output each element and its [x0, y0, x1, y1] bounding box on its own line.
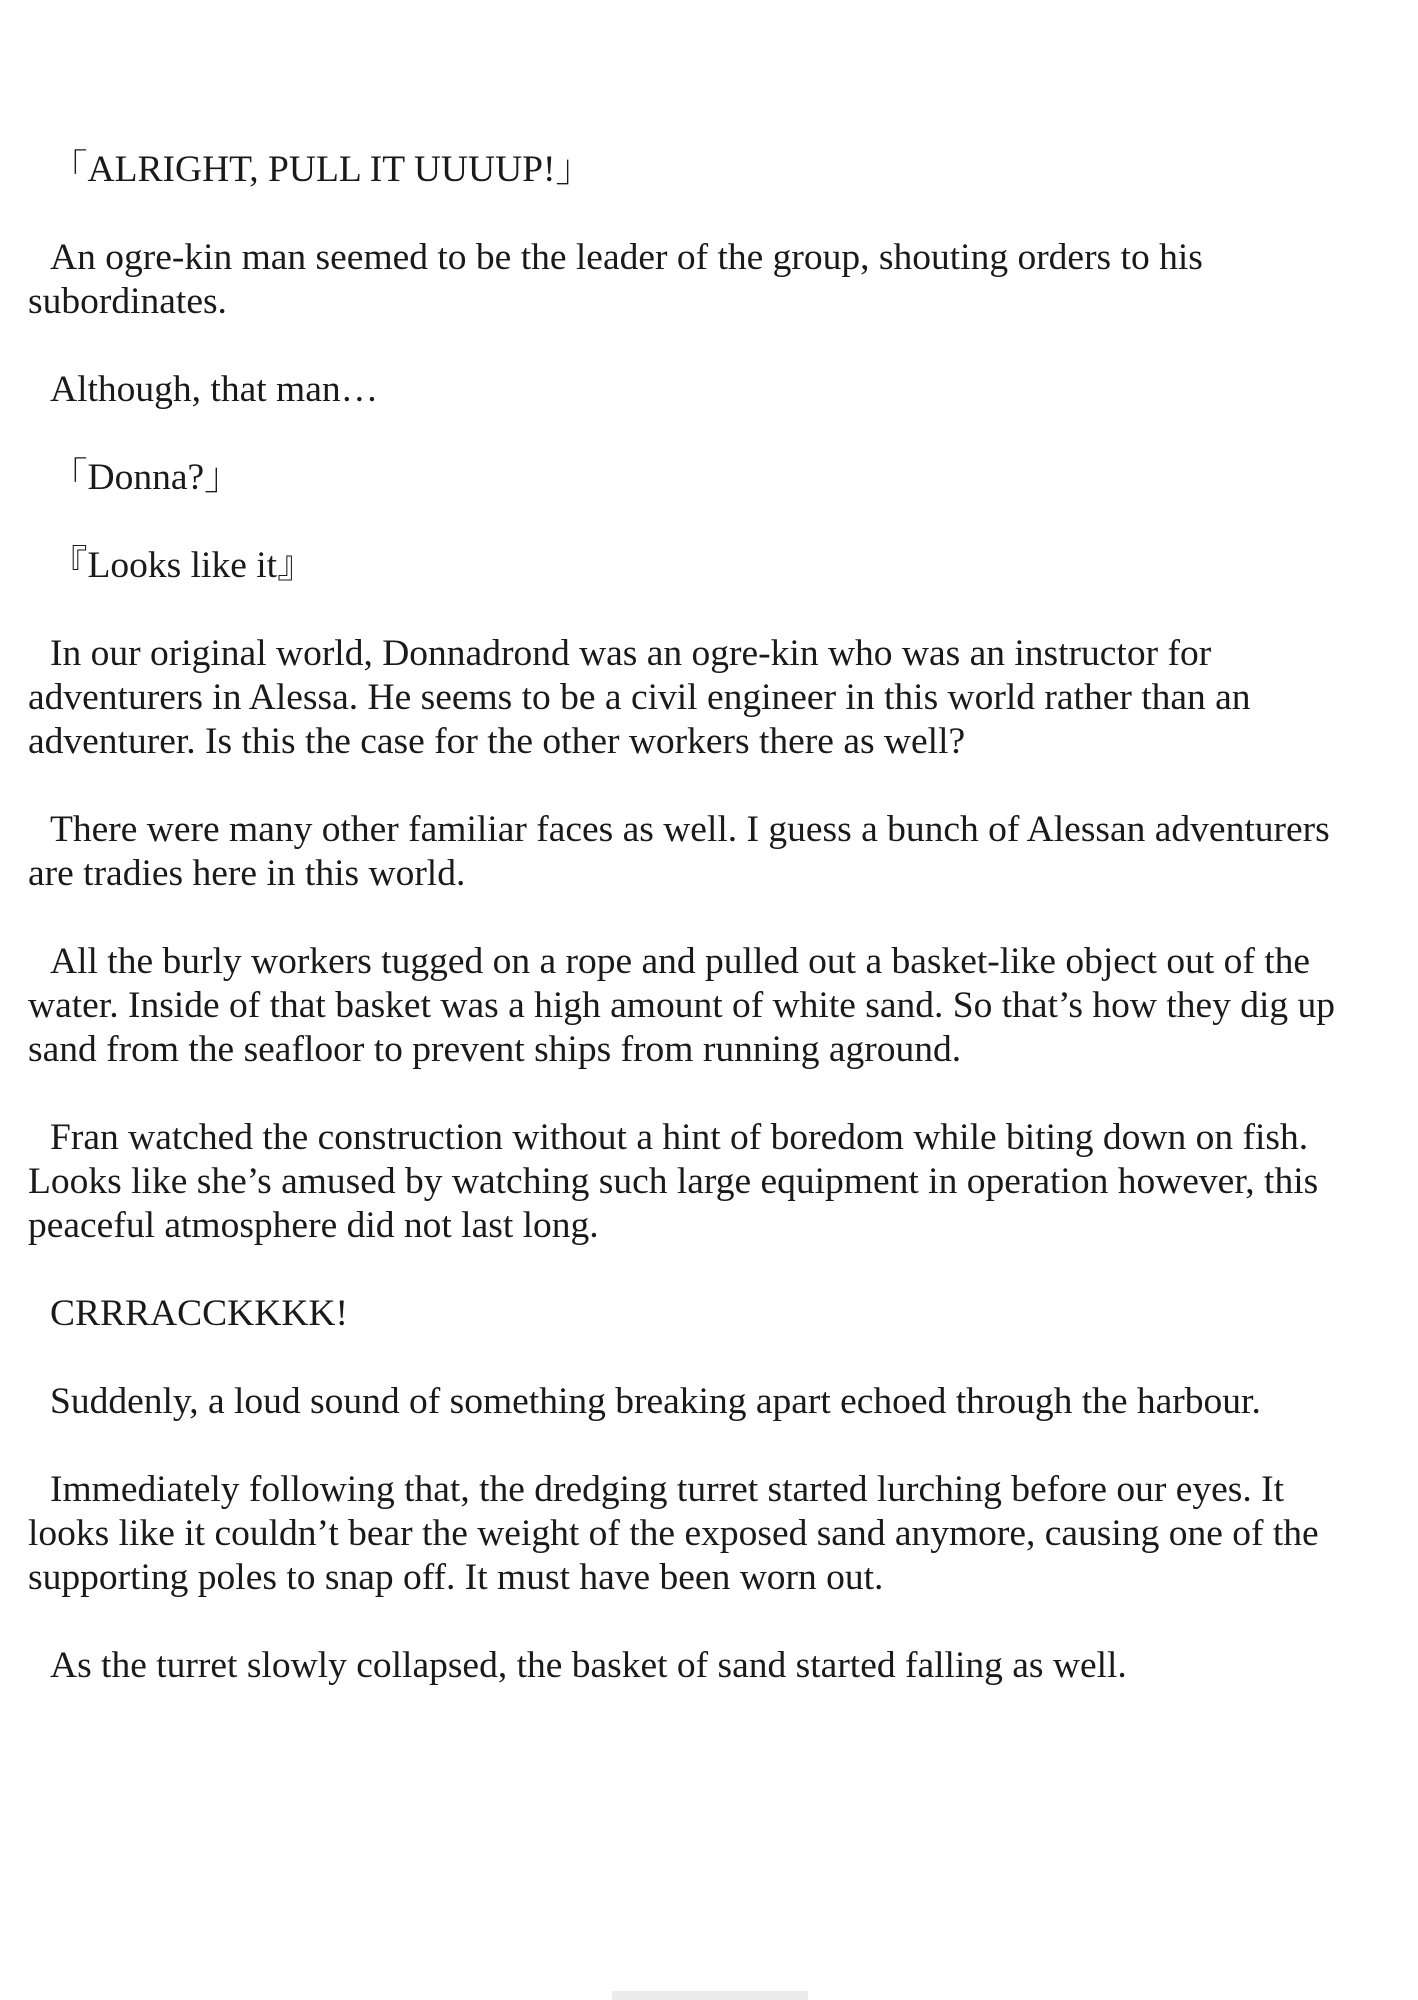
paragraph-turret-collapse: As the turret slowly collapsed, the basket of sand started falling as well. — [50, 1645, 1127, 1686]
paragraph-familiar-faces: There were many other familiar faces as well. I guess a bunch of Alessan adventurers are tradies here in this world. — [28, 809, 1330, 894]
paragraph-shout: 「ALRIGHT, PULL IT UUUUP!」 — [50, 149, 594, 190]
paragraph-fran-watched: Fran watched the construction without a hint of boredom while biting down on fish. Looks like she’s amused by watching such large equipment in operation however, this peaceful atmosphere did not last long. — [28, 1117, 1319, 1246]
paragraph-immediately: Immediately following that, the dredging turret started lurching before our eyes. It looks like it couldn’t bear the weight of the exposed sand anymore, causing one of the supporting poles to snap off. It must have been worn out. — [28, 1469, 1319, 1598]
paragraph-crack-sound: CRRRACCKKKK! — [50, 1293, 348, 1334]
page-bottom-divider — [612, 1991, 808, 2000]
paragraph-although: Although, that man… — [50, 369, 379, 410]
paragraph-leader: An ogre-kin man seemed to be the leader of the group, shouting orders to his subordinates. — [28, 237, 1203, 322]
paragraph-suddenly: Suddenly, a loud sound of something breaking apart echoed through the harbour. — [50, 1381, 1261, 1422]
paragraph-donna: 「Donna?」 — [50, 457, 242, 498]
paragraph-original-world: In our original world, Donnadrond was an ogre-kin who was an instructor for adventurers in Alessa. He seems to be a civil engineer in this world rather than an adventurer. Is this the case for the other workers there as well? — [28, 633, 1251, 762]
paragraph-looks-like-it: 『Looks like it』 — [50, 545, 315, 586]
paragraph-burly-workers: All the burly workers tugged on a rope and pulled out a basket-like object out of the water. Inside of that basket was a high amount of white sand. So that’s how they dig up sand from the seafloor to prevent ships from running aground. — [28, 941, 1336, 1070]
document-body — [28, 148, 1373, 1732]
